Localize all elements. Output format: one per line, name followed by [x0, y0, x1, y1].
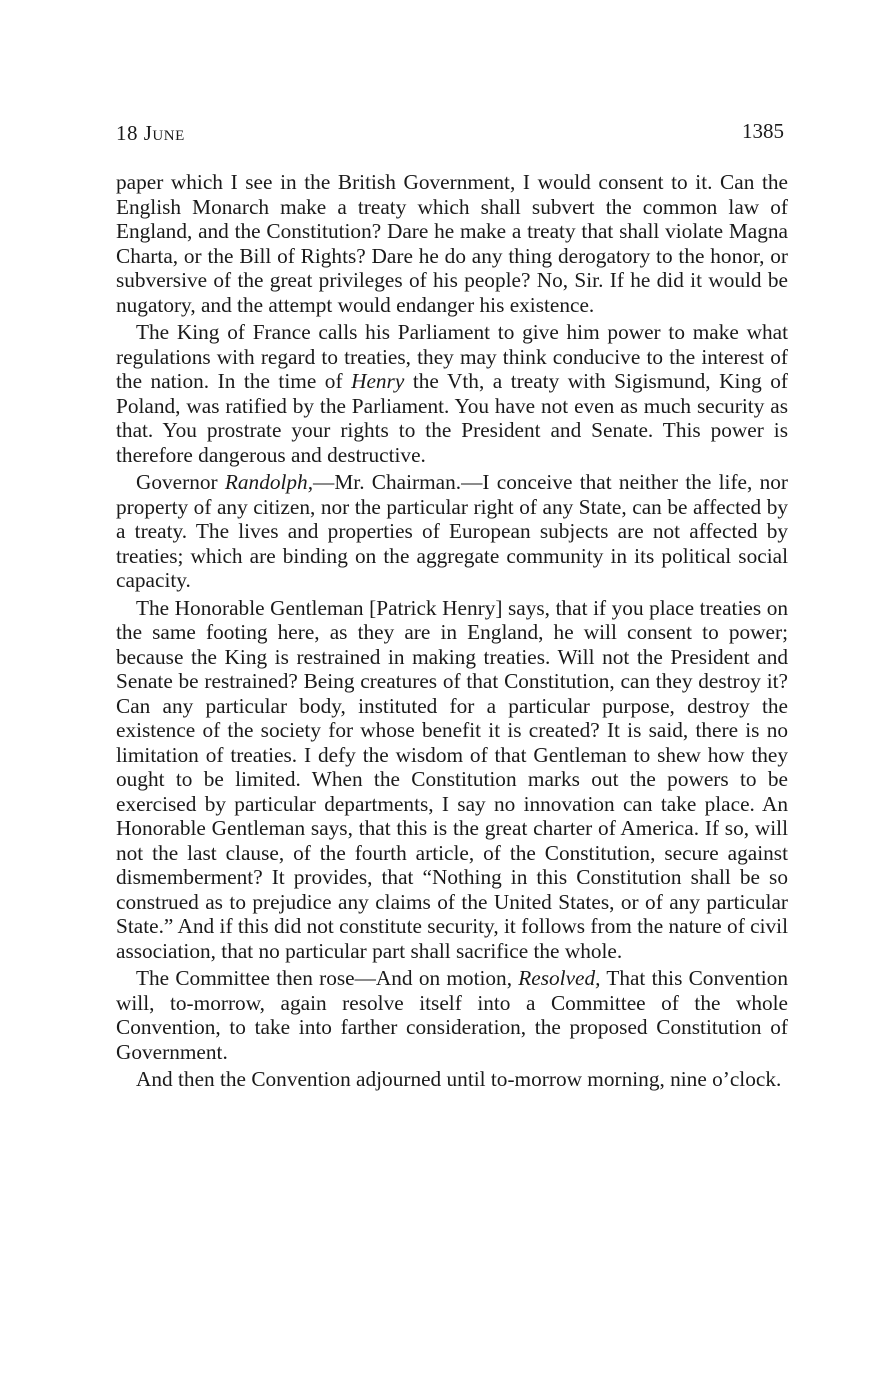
paragraph-3-italic-randolph: Randolph,	[224, 470, 314, 494]
paragraph-5-text-b: That this Convention will, to-morrow, again resolve itself into a Committee of the whole Convention, to take into farther consideration, the proposed Constitution of Government.	[116, 966, 788, 1064]
paragraph-5-text-a: The Committee then rose—And on motion,	[136, 966, 519, 990]
page-number: 1385	[742, 119, 784, 143]
running-head-day: 18	[116, 121, 144, 145]
paragraph-2-text-b: the Vth, a treaty with Sigismund, King of Poland, was ratified by the Parliament. You have not even as much security as that. You prostrate your rights to the President and Senate. This power is therefore dangerous and destructive.	[116, 369, 788, 467]
paragraph-6: And then the Convention adjourned until to-morrow morning, nine o’clock.	[136, 1067, 782, 1091]
running-head	[116, 121, 784, 151]
paragraph-3-text-b: —Mr. Chairman.—I conceive that neither the life, nor property of any citizen, nor the particular right of any State, can be affected by a treaty. The lives and properties of European subjects are not affected by treaties; which are binding on the aggregate community in its political social capacity.	[116, 470, 788, 592]
paragraph-1: paper which I see in the British Government, I would consent to it. Can the English Monarch make a treaty which shall subvert the common law of England, and the Constitution? Dare he make a treaty that shall violate Magna Charta, or the Bill of Rights? Dare he do any thing derogatory to the honor, or subversive of the great privileges of his people? No, Sir. If he did it would be nugatory, and the attempt would endanger his existence.	[116, 170, 788, 317]
paragraph-2	[116, 320, 788, 467]
paragraph-2-italic-henry: Henry	[351, 369, 405, 393]
paragraph-3-text-a: Governor	[136, 470, 225, 494]
running-head-date	[116, 121, 185, 146]
paragraph-5-italic-resolved: Resolved,	[518, 966, 601, 990]
paragraph-5	[116, 966, 788, 1064]
paragraph-4: The Honorable Gentleman [Patrick Henry] says, that if you place treaties on the same footing here, as they are in England, he will consent to power; because the King is restrained in making treaties. Will not the President and Senate be restrained? Being creatures of that Constitution, can they destroy it? Can any particular body, instituted for a particular purpose, destroy the existence of the society for whose benefit it is created? It is said, there is no limitation of treaties. I defy the wisdom of that Gentleman to shew how they ought to be limited. When the Constitution marks out the powers to be exercised by particular departments, I say no innovation can take place. An Honorable Gentleman says, that this is the great charter of America. If so, will not the last clause, of the fourth article, of the Constitution, secure against dismemberment? It provides, that “Nothing in this Constitution shall be so construed as to prejudice any claims of the United States, or of any particular State.” And if this did not constitute security, it follows from the nature of civil association, that no particular part shall sacrifice the whole.	[116, 595, 788, 963]
paragraph-2-text-a: The King of France calls his Parliament to give him power to make what regulations with regard to treaties, they may think conducive to the interest of the nation. In the time of	[116, 320, 788, 393]
running-head-month: June	[143, 121, 185, 145]
paragraph-3	[116, 470, 788, 593]
body-text	[116, 170, 788, 1095]
